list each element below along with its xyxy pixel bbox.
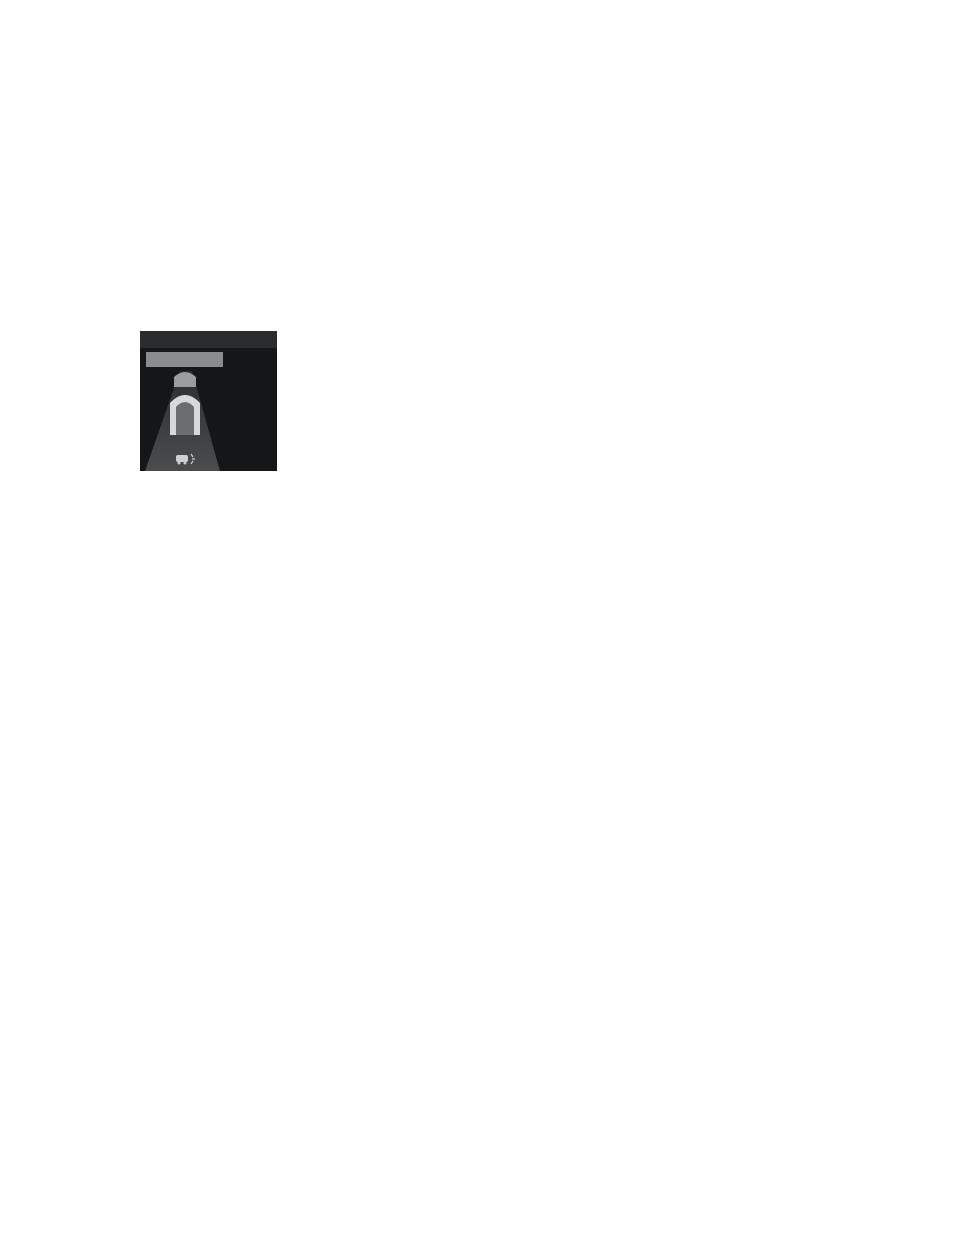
acc-icon [176, 454, 195, 465]
cluster-display [140, 331, 277, 471]
brake-warning [146, 352, 223, 367]
cluster-top-bar [140, 331, 277, 348]
